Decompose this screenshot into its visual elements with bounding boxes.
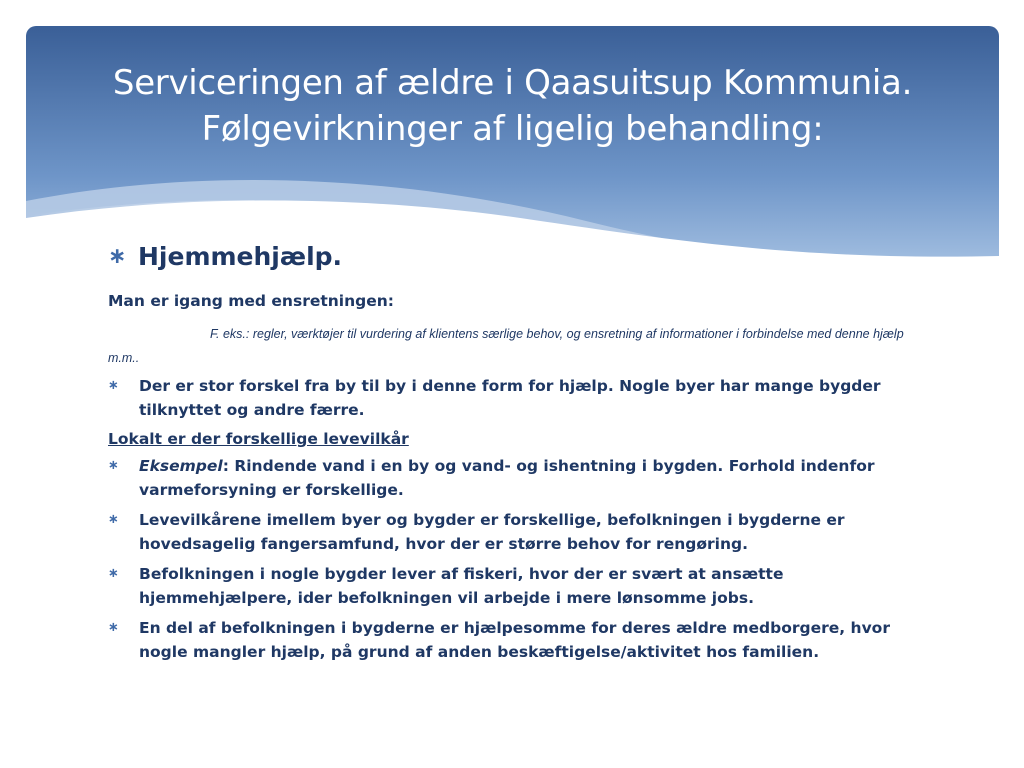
- list-item: [108, 616, 908, 664]
- subheading-ensretning: Man er igang med ensretningen:: [108, 292, 394, 310]
- list-item: [108, 508, 908, 556]
- bullet-list-1: [108, 374, 908, 422]
- asterisk-bullet-icon: ∗: [108, 620, 119, 635]
- list-item-text: En del af befolkningen i bygderne er hjælpesomme for deres ældre medborgere, hvor nogle mangler hjælp, på grund af anden beskæftigelse/aktivitet hos familien.: [139, 619, 890, 661]
- asterisk-bullet-icon: ∗: [108, 244, 127, 269]
- asterisk-bullet-icon: ∗: [108, 512, 119, 527]
- bullet-list-2: [108, 454, 908, 664]
- section-heading-text: Hjemmehjælp.: [138, 242, 343, 271]
- list-item-text: : Rindende vand i en by og vand- og ishentning i bygden. Forhold indenfor varmeforsyning er forskellige.: [139, 457, 875, 499]
- asterisk-bullet-icon: ∗: [108, 458, 119, 473]
- list-item: [108, 374, 908, 422]
- list-item-text: Levevilkårene imellem byer og bygder er forskellige, befolkningen i bygderne er hovedsagelig fangersamfund, hvor der er større behov for rengøring.: [139, 511, 845, 553]
- asterisk-bullet-icon: ∗: [108, 378, 119, 393]
- slide-title-line-2: Følgevirkninger af ligelig behandling:: [201, 109, 824, 149]
- example-note: F. eks.: regler, værktøjer til vurdering af klientens særlige behov, og ensretning af informationer i forbindelse med denne hjælp m.m..: [108, 327, 904, 365]
- list-item: [108, 454, 908, 502]
- asterisk-bullet-icon: ∗: [108, 566, 119, 581]
- list-item-lead: Eksempel: [139, 457, 223, 475]
- list-item-text: Der er stor forskel fra by til by i denne form for hjælp. Nogle byer har mange bygder tilknyttet og andre færre.: [139, 377, 881, 419]
- slide-title-line-1: Serviceringen af ældre i Qaasuitsup Kommunia.: [112, 63, 913, 103]
- slide-title: [26, 60, 999, 152]
- section-heading: [108, 240, 908, 274]
- subheading-levevilkaar: Lokalt er der forskellige levevilkår: [108, 430, 409, 448]
- slide-content: [108, 240, 908, 670]
- list-item-text: Befolkningen i nogle bygder lever af fiskeri, hvor der er svært at ansætte hjemmehjælpere, ider befolkningen vil arbejde i mere lønsomme jobs.: [139, 565, 784, 607]
- list-item: [108, 562, 908, 610]
